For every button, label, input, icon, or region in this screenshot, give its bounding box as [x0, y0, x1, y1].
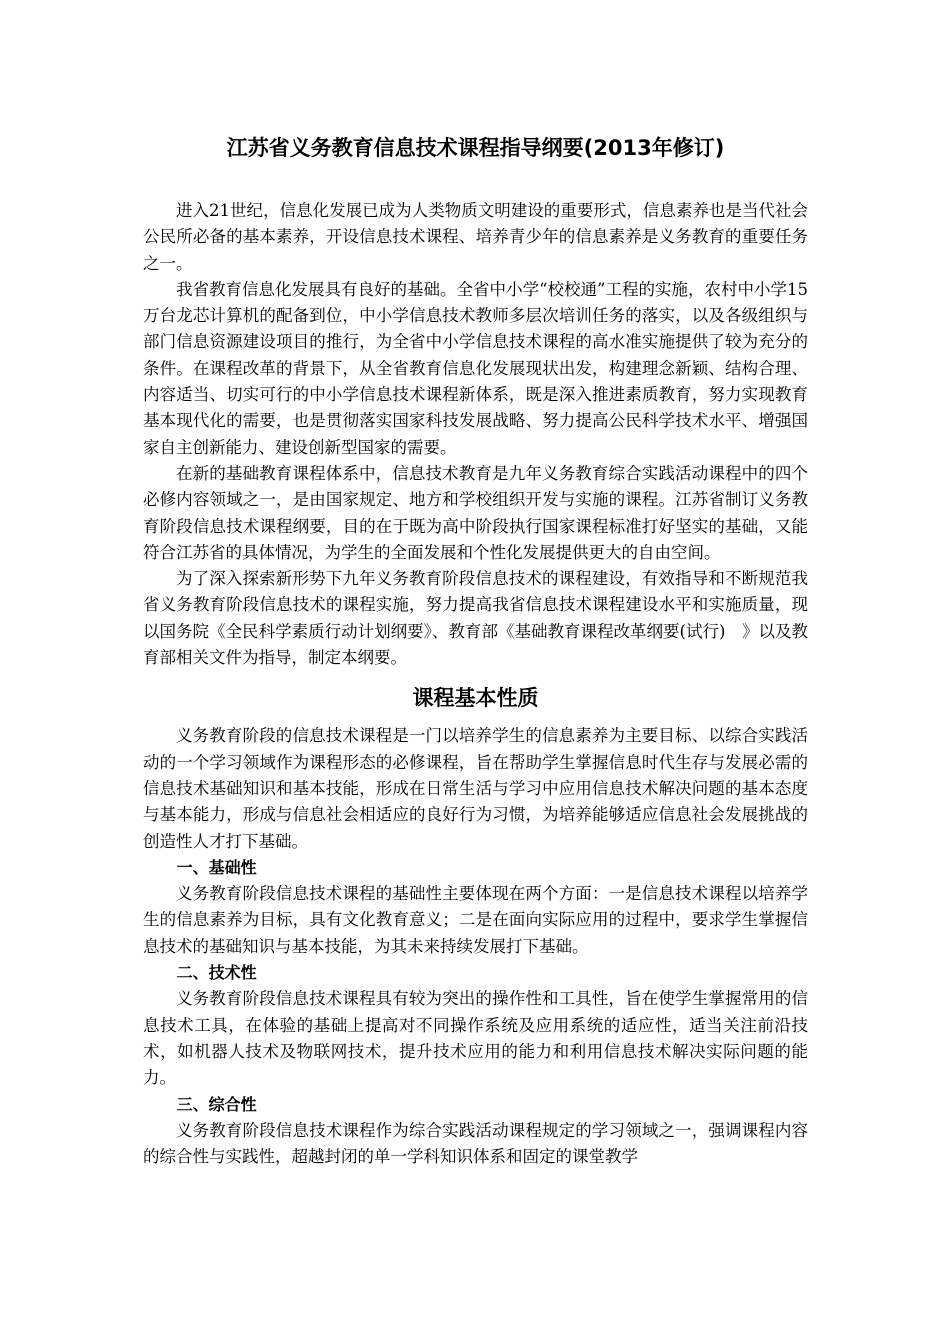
section-title: 课程基本性质: [412, 686, 539, 711]
document-title: 江苏省义务教育信息技术课程指导纲要(2013年修订): [226, 136, 725, 160]
subsection-paragraph-comprehensive: 义务教育阶段信息技术课程作为综合实践活动课程规定的学习领域之一，强调课程内容的综合性与实践性，超越封闭的单一学科知识体系和固定的课堂教学: [143, 1120, 808, 1167]
subsection-heading-technical: 二、技术性: [176, 963, 257, 983]
subsection-paragraph-foundational: 义务教育阶段信息技术课程的基础性主要体现在两个方面：一是信息技术课程以培养学生的信息素养为目标，具有文化教育意义；二是在面向实际应用的过程中，要求学生掌握信息技术的基础知识与基本技能，为其未来持续发展打下基础。: [143, 884, 808, 956]
section-lead-paragraph: 义务教育阶段的信息技术课程是一门以培养学生的信息素养为主要目标、以综合实践活动的一个学习领域作为课程形态的必修课程，旨在帮助学生掌握信息时代生存与发展必需的信息技术基础知识和基本技能，形成在日常生活与学习中应用信息技术解决问题的基本态度与基本能力，形成与信息社会相适应的良好行为习惯，为培养能够适应信息社会发展挑战的创造性人才打下基础。: [143, 726, 808, 851]
intro-paragraph-4: 为了深入探索新形势下九年义务教育阶段信息技术的课程建设，有效指导和不断规范我省义务教育阶段信息技术的课程实施，努力提高我省信息技术课程建设水平和实施质量，现以国务院《全民科学素质行动计划纲要》、教育部《基础教育课程改革纲要(试行) 》以及教育部相关文件为指导，制定本纲要。: [143, 569, 808, 668]
intro-paragraph-2: 我省教育信息化发展具有良好的基础。全省中小学“校校通”工程的实施，农村中小学15万台龙芯计算机的配备到位，中小学信息技术教师多层次培训任务的落实，以及各级组织与部门信息资源建设项目的推行，为全省中小学信息技术课程的高水准实施提供了较为充分的条件。在课程改革的背景下，从全省教育信息化发展现状出发，构建理念新颖、结构合理、内容适当、切实可行的中小学信息技术课程新体系，既是深入推进素质教育，努力实现教育基本现代化的需要，也是贯彻落实国家科技发展战略、努力提高公民科学技术水平、增强国家自主创新能力、建设创新型国家的需要。: [143, 279, 808, 457]
subsection-heading-foundational: 一、基础性: [176, 857, 257, 877]
intro-paragraph-3: 在新的基础教育课程体系中，信息技术教育是九年义务教育综合实践活动课程中的四个必修内容领域之一，是由国家规定、地方和学校组织开发与实施的课程。江苏省制订义务教育阶段信息技术课程纲要，目的在于既为高中阶段执行国家课程标准打好坚实的基础，又能符合江苏省的具体情况，为学生的全面发展和个性化发展提供更大的自由空间。: [143, 463, 808, 562]
document-page: [143, 128, 808, 1170]
subsection-paragraph-technical: 义务教育阶段信息技术课程具有较为突出的操作性和工具性，旨在使学生掌握常用的信息技术工具，在体验的基础上提高对不同操作系统及应用系统的适应性，适当关注前沿技术，如机器人技术及物联网技术，提升技术应用的能力和利用信息技术解决实际问题的能力。: [143, 989, 808, 1088]
intro-paragraph-1: 进入21世纪，信息化发展已成为人类物质文明建设的重要形式，信息素养也是当代社会公民所必备的基本素养，开设信息技术课程、培养青少年的信息素养是义务教育的重要任务之一。: [143, 201, 808, 273]
subsection-heading-comprehensive: 三、综合性: [176, 1094, 257, 1114]
